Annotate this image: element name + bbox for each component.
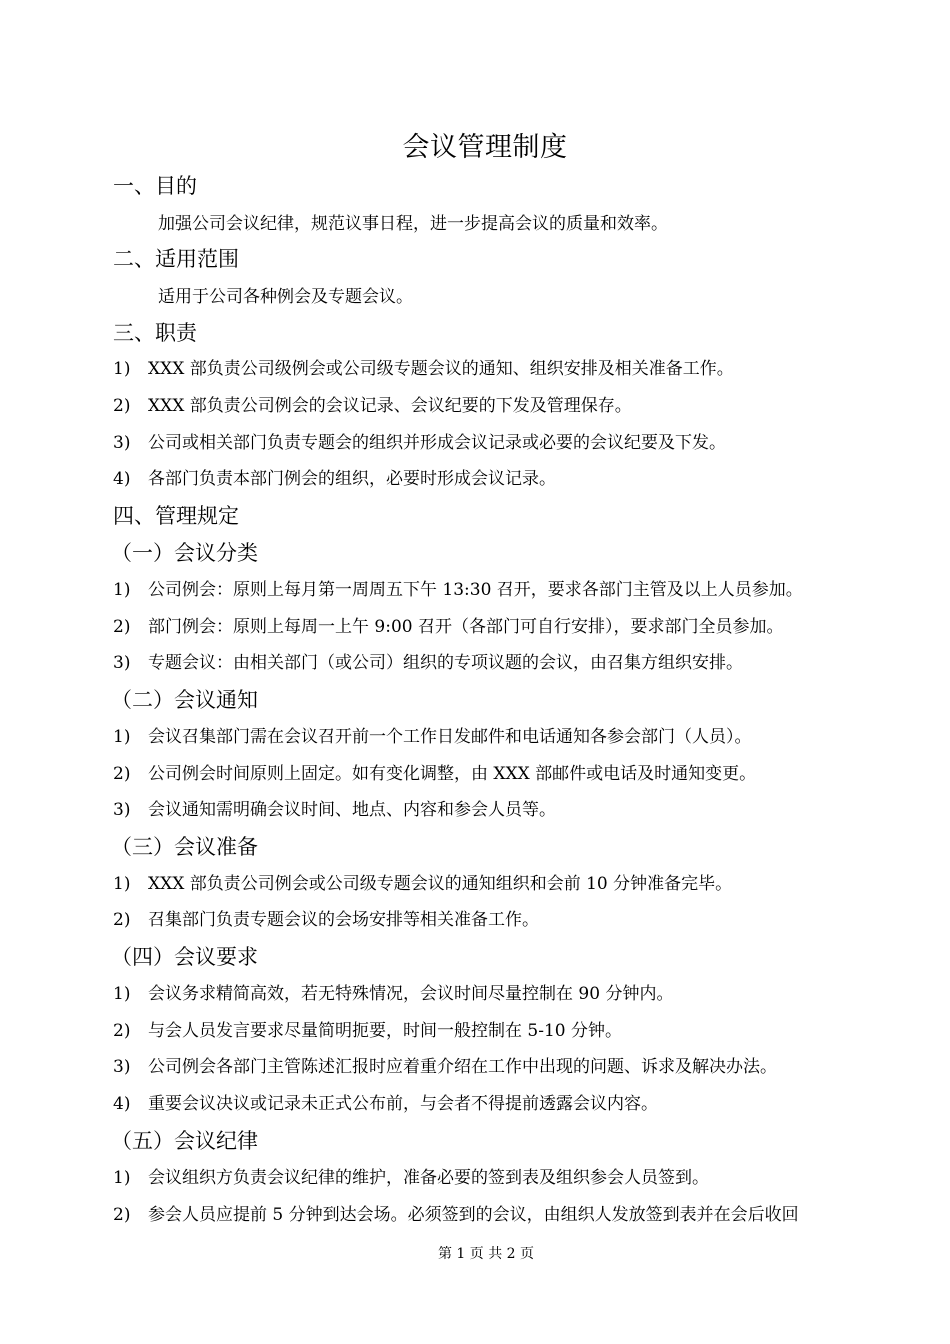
section-heading-scope: 二、适用范围 [113, 247, 239, 271]
list-item-number: 2) [113, 1021, 131, 1041]
list-item-number: 1) [113, 874, 131, 894]
list-item-text: 公司或相关部门负责专题会的组织并形成会议记录或必要的会议纪要及下发。 [148, 433, 726, 453]
list-item-text: 重要会议决议或记录未正式公布前，与会者不得提前透露会议内容。 [148, 1094, 658, 1114]
page-footer: 第 1 页 共 2 页 [437, 1246, 535, 1262]
purpose-text: 加强公司会议纪律，规范议事日程，进一步提高会议的质量和效率。 [158, 214, 668, 234]
list-item-number: 1) [113, 580, 131, 600]
list-item-number: 2) [113, 617, 131, 637]
list-item-text: 部门例会：原则上每周一上午 9:00 召开（各部门可自行安排），要求部门全员参加。 [148, 617, 784, 637]
section-heading-purpose: 一、目的 [113, 174, 197, 198]
list-item-text: 公司例会时间原则上固定。如有变化调整，由 XXX 部邮件或电话及时通知变更。 [148, 764, 757, 784]
list-item-text: 公司例会：原则上每月第一周周五下午 13:30 召开，要求各部门主管及以上人员参加。 [148, 580, 803, 600]
list-item-number: 3) [113, 800, 131, 820]
list-item-text: 与会人员发言要求尽量简明扼要，时间一般控制在 5-10 分钟。 [148, 1021, 622, 1041]
subsection-heading-classification: （一）会议分类 [111, 541, 258, 565]
list-item-number: 2) [113, 396, 131, 416]
section-heading-duties: 三、职责 [113, 321, 197, 345]
document-title: 会议管理制度 [402, 132, 568, 163]
list-item-number: 3) [113, 1057, 131, 1077]
list-item-number: 4) [113, 1094, 131, 1114]
list-item-text: 公司例会各部门主管陈述汇报时应着重介绍在工作中出现的问题、诉求及解决办法。 [148, 1057, 777, 1077]
subsection-heading-preparation: （三）会议准备 [111, 835, 258, 859]
list-item-text: 召集部门负责专题会议的会场安排等相关准备工作。 [148, 910, 539, 930]
section-heading-rules: 四、管理规定 [113, 504, 239, 528]
list-item-text: 参会人员应提前 5 分钟到达会场。必须签到的会议，由组织人发放签到表并在会后收回 [148, 1205, 799, 1225]
list-item-number: 1) [113, 727, 131, 747]
list-item-number: 3) [113, 653, 131, 673]
list-item-number: 2) [113, 1205, 131, 1225]
list-item-number: 1) [113, 984, 131, 1004]
list-item-text: 会议组织方负责会议纪律的维护，准备必要的签到表及组织参会人员签到。 [148, 1168, 709, 1188]
list-item-text: 会议召集部门需在会议召开前一个工作日发邮件和电话通知各参会部门（人员）。 [148, 727, 752, 747]
list-item-text: 专题会议：由相关部门（或公司）组织的专项议题的会议，由召集方组织安排。 [148, 653, 743, 673]
list-item-number: 1) [113, 359, 131, 379]
scope-text: 适用于公司各种例会及专题会议。 [158, 287, 413, 307]
list-item-text: XXX 部负责公司级例会或公司级专题会议的通知、组织安排及相关准备工作。 [148, 359, 734, 379]
list-item-text: XXX 部负责公司例会或公司级专题会议的通知组织和会前 10 分钟准备完毕。 [148, 874, 733, 894]
subsection-heading-requirements: （四）会议要求 [111, 945, 258, 969]
list-item-text: 会议务求精简高效，若无特殊情况，会议时间尽量控制在 90 分钟内。 [148, 984, 674, 1004]
list-item-number: 2) [113, 764, 131, 784]
list-item-number: 2) [113, 910, 131, 930]
list-item-text: 各部门负责本部门例会的组织，必要时形成会议记录。 [148, 469, 556, 489]
subsection-heading-notice: （二）会议通知 [111, 688, 258, 712]
list-item-number: 3) [113, 433, 131, 453]
subsection-heading-discipline: （五）会议纪律 [111, 1129, 258, 1153]
list-item-number: 1) [113, 1168, 131, 1188]
list-item-text: 会议通知需明确会议时间、地点、内容和参会人员等。 [148, 800, 556, 820]
list-item-text: XXX 部负责公司例会的会议记录、会议纪要的下发及管理保存。 [148, 396, 632, 416]
list-item-number: 4) [113, 469, 131, 489]
